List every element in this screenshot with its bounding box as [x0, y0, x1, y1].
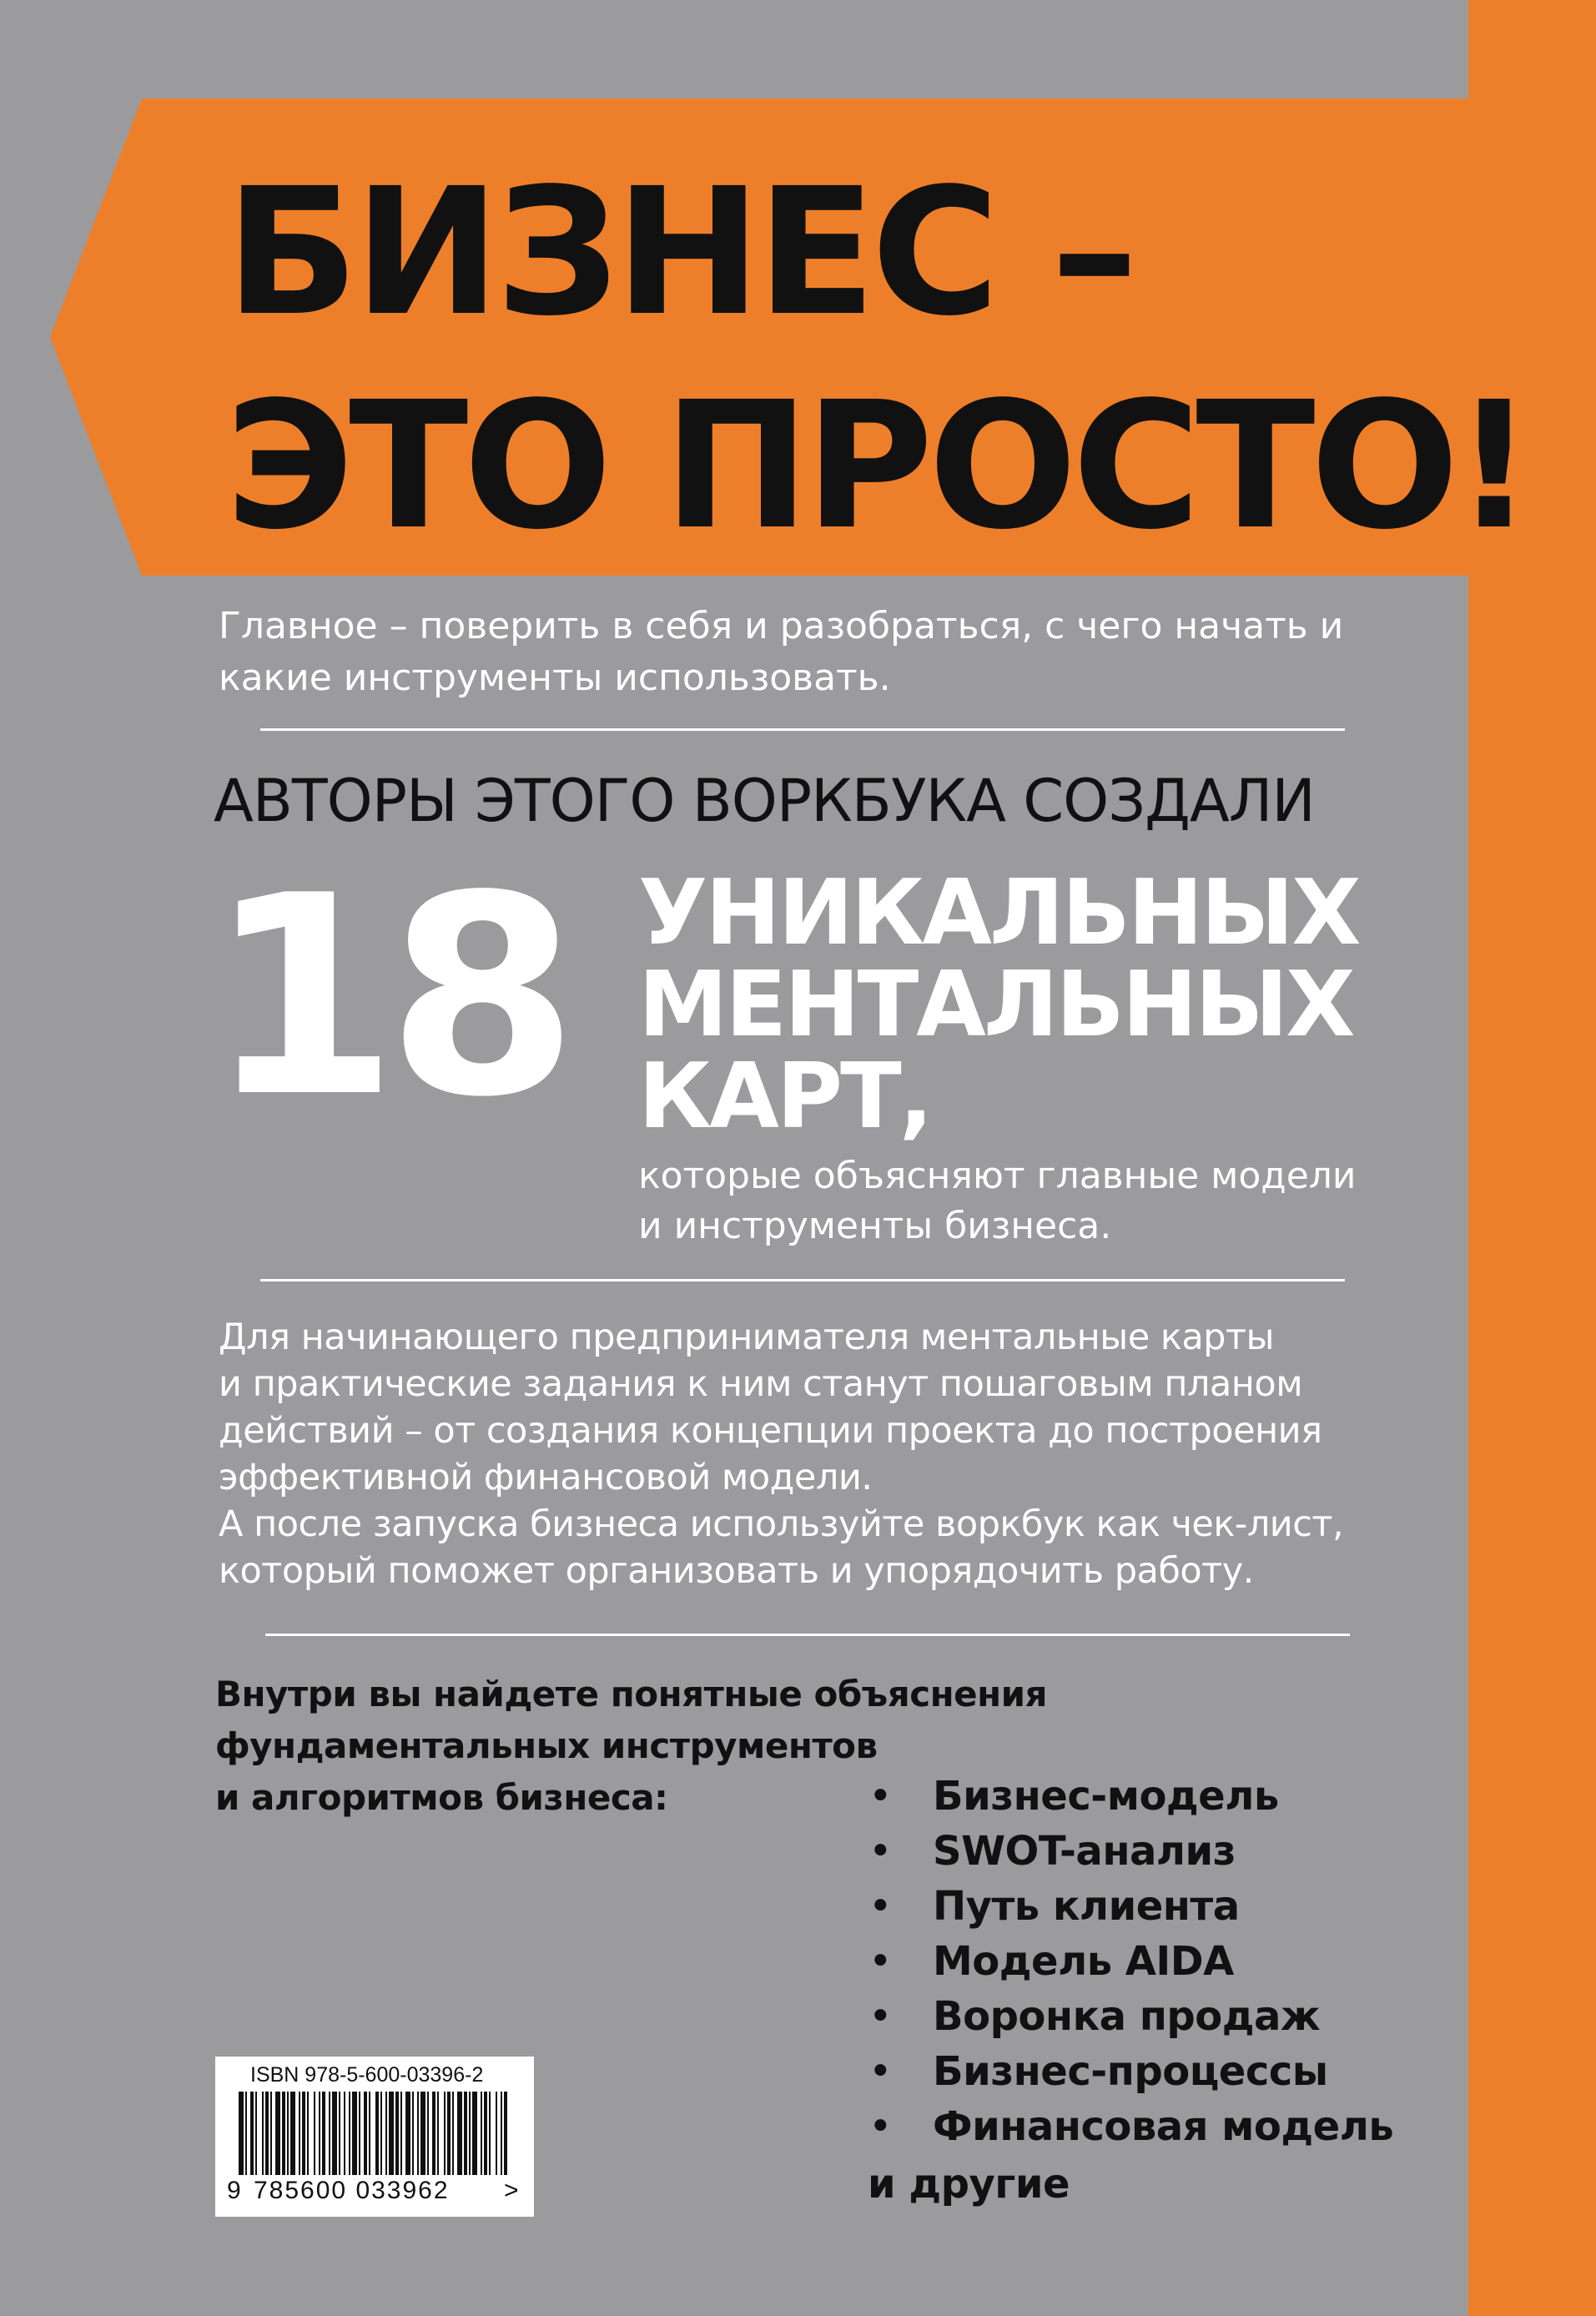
barcode-bar: [489, 2092, 491, 2175]
barcode-bar: [457, 2092, 462, 2175]
paragraph-line: и практические задания к ним станут пошаговым планом: [219, 1363, 1303, 1405]
barcode-bar: [389, 2092, 394, 2175]
barcode-bar: [322, 2092, 325, 2175]
bullet-icon: •: [868, 1773, 892, 1820]
isbn-barcode-box: [215, 2057, 534, 2217]
barcode-bar: [332, 2092, 337, 2175]
unique-line-2: МЕНТАЛЬНЫХ: [638, 953, 1353, 1057]
authors-line: АВТОРЫ ЭТОГО ВОРКБУКА СОЗДАЛИ: [214, 767, 1315, 835]
barcode-bar: [250, 2092, 254, 2175]
barcode-bar: [352, 2092, 357, 2175]
list-item: [868, 1879, 1393, 1934]
barcode-bar: [349, 2092, 350, 2175]
paragraph-line: который поможет организовать и упорядочить работу.: [219, 1550, 1254, 1592]
barcode-bar: [369, 2092, 370, 2175]
barcode-bar: [444, 2092, 446, 2175]
barcode-bar: [469, 2092, 471, 2175]
barcode-bar: [420, 2092, 425, 2175]
barcode-bar: [417, 2092, 419, 2175]
barcode-bar: [496, 2092, 497, 2175]
barcode-bar: [265, 2092, 269, 2175]
barcode-bar: [385, 2092, 387, 2175]
barcode-bar: [375, 2092, 379, 2175]
barcode-bar: [437, 2092, 439, 2175]
headline-line-2: ЭТО ПРОСТО!: [225, 364, 1529, 568]
and-others-text: и другие: [868, 2161, 1070, 2208]
paragraph-line: эффективной финансовой модели.: [219, 1457, 873, 1498]
barcode-bar: [452, 2092, 454, 2175]
paragraph-line: действий – от создания концепции проекта до построения: [219, 1410, 1322, 1452]
barcode-bar: [427, 2092, 429, 2175]
barcode-arrow: >: [504, 2177, 519, 2204]
list-item-label: Бизнес-модель: [933, 1773, 1279, 1820]
unique-line-3: КАРТ,: [638, 1045, 931, 1149]
barcode-bar: [464, 2092, 467, 2175]
inside-line: и алгоритмов бизнеса:: [215, 1777, 668, 1818]
description-paragraph: [219, 1314, 1343, 1594]
bullet-icon: •: [868, 1828, 892, 1875]
explains-line-1: которые объясняют главные модели: [638, 1155, 1357, 1197]
barcode-bar: [270, 2092, 272, 2175]
barcode-bar: [400, 2092, 402, 2175]
list-item: [868, 2044, 1393, 2099]
barcode-bar: [380, 2092, 382, 2175]
barcode-bar: [255, 2092, 257, 2175]
barcode-bar: [262, 2092, 264, 2175]
isbn-label: ISBN 978-5-600-03396-2: [250, 2063, 484, 2087]
list-item: [868, 1824, 1393, 1879]
bullet-icon: •: [868, 1883, 892, 1930]
barcode-bar: [447, 2092, 451, 2175]
barcode-bar: [432, 2092, 436, 2175]
list-item-label: Путь клиента: [933, 1883, 1240, 1930]
barcode-bar: [245, 2092, 247, 2175]
barcode-bar: [359, 2092, 360, 2175]
barcode-bar: [472, 2092, 477, 2175]
list-item: [868, 1934, 1393, 1989]
barcode-bar: [501, 2092, 502, 2175]
list-item: [868, 1989, 1393, 2044]
barcode-bar: [484, 2092, 487, 2175]
tools-list: [868, 1769, 1393, 2154]
explains-text: [638, 1151, 1357, 1251]
unique-maps-heading: [638, 861, 1359, 1149]
headline-line-1: БИЗНЕС –: [225, 150, 1134, 355]
barcode-bar: [239, 2092, 244, 2175]
inside-line: Внутри вы найдете понятные объяснения: [215, 1674, 1048, 1714]
list-item-label: Финансовая модель: [933, 2103, 1394, 2150]
list-item-label: SWOT-анализ: [933, 1828, 1236, 1875]
barcode-bar: [481, 2092, 482, 2175]
paragraph-line: А после запуска бизнеса используйте воркбук как чек-лист,: [219, 1503, 1344, 1545]
barcode-digit-first: 9: [227, 2177, 241, 2204]
barcode-bar: [319, 2092, 320, 2175]
bullet-icon: •: [868, 2103, 892, 2150]
list-item: [868, 2099, 1393, 2154]
inside-line: фундаментальных инструментов: [215, 1725, 878, 1766]
barcode-bar: [290, 2092, 295, 2175]
barcode-bar: [287, 2092, 289, 2175]
barcode-bar: [364, 2092, 367, 2175]
divider: [260, 728, 1345, 731]
intro-text: Главное – поверить в себя и разобраться, с чего начать и какие инструменты использовать.: [219, 605, 1344, 699]
barcode-icon: [235, 2092, 514, 2177]
paragraph-line: Для начинающего предпринимателя ментальные карты: [219, 1317, 1274, 1358]
barcode-bar: [282, 2092, 285, 2175]
explains-line-2: и инструменты бизнеса.: [638, 1205, 1112, 1247]
divider: [260, 1279, 1345, 1281]
barcode-bar: [299, 2092, 300, 2175]
barcode-bar: [339, 2092, 340, 2175]
unique-line-1: УНИКАЛЬНЫХ: [638, 861, 1359, 965]
bullet-icon: •: [868, 1993, 892, 2040]
barcode-bar: [307, 2092, 309, 2175]
list-item: [868, 1769, 1393, 1824]
barcode-bar: [344, 2092, 345, 2175]
big-number: 18: [207, 837, 567, 1157]
list-item-label: Модель AIDA: [933, 1938, 1234, 1985]
divider: [265, 1634, 1350, 1636]
barcode-bar: [302, 2092, 305, 2175]
barcode-bar: [275, 2092, 280, 2175]
barcode-digits-rest: 785600 033962: [254, 2177, 450, 2204]
list-item-label: Воронка продаж: [933, 1993, 1321, 2040]
barcode-bar: [504, 2092, 507, 2175]
orange-side-stripe: [1468, 0, 1596, 2316]
bullet-icon: •: [868, 2048, 892, 2095]
barcode-bar: [405, 2092, 410, 2175]
barcode-bar: [395, 2092, 399, 2175]
barcode-bar: [329, 2092, 330, 2175]
barcode-bar: [412, 2092, 414, 2175]
barcode-bar: [314, 2092, 315, 2175]
bullet-icon: •: [868, 1938, 892, 1985]
list-item-label: Бизнес-процессы: [933, 2048, 1328, 2095]
